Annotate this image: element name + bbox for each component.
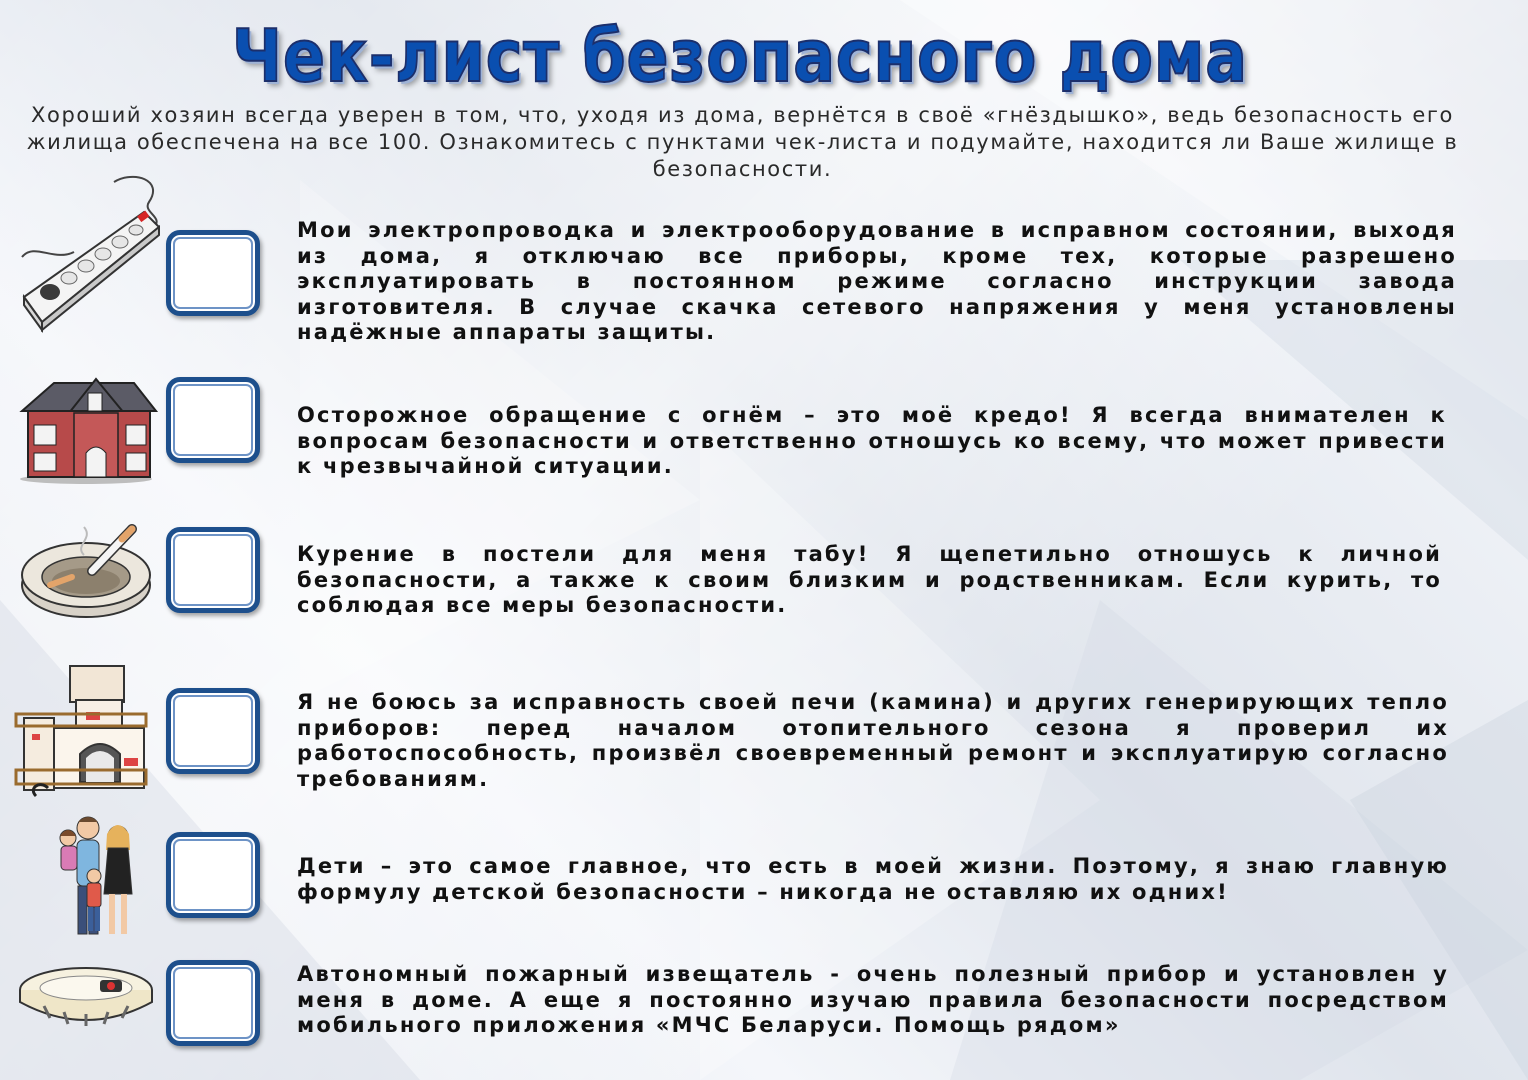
power-strip-icon bbox=[14, 172, 160, 342]
item-text-detector: Автономный пожарный извещатель - очень полезный прибор и установлен у меня в доме. А еще я постоянно изучаю правила безопасности посредством мобильного приложения «МЧС Беларуси. Помощь рядом» bbox=[297, 962, 1449, 1037]
page-title: Чек-лист безопасного дома bbox=[232, 14, 1248, 98]
item-text-stove: Я не боюсь за исправность своей печи (камина) и других генерирующих тепло приборов: перед началом отопительного сезона я проверил их работоспособность, произвёл своевременный ремонт и эксплуатирую согласно требованиям. bbox=[297, 690, 1449, 791]
ashtray-icon bbox=[14, 515, 160, 623]
intro-text: Хороший хозяин всегда уверен в том, что, уходя из дома, вернётся в своё «гнёздышко», ведь безопасность его жилища обеспечена на все 100. Ознакомитесь с пунктами чек-листа и подумайте, находится ли Ваше жилище в безопасности. bbox=[26, 103, 1459, 181]
checkbox-smoking[interactable] bbox=[166, 527, 260, 613]
item-text-smoking: Курение в постели для меня табу! Я щепетильно отношусь к личной безопасности, а также к своим близким и родственникам. Если курить, то соблюдая все меры безопасности. bbox=[297, 542, 1442, 617]
checkbox-detector[interactable] bbox=[166, 960, 260, 1046]
item-text-children: Дети – это самое главное, что есть в моей жизни. Поэтому, я знаю главную формулу детской безопасности – никогда не оставляю их одних! bbox=[297, 854, 1449, 904]
family-icon bbox=[14, 810, 160, 938]
stove-icon bbox=[14, 662, 160, 802]
house-icon bbox=[14, 373, 160, 485]
checkbox-stove[interactable] bbox=[166, 688, 260, 774]
checkbox-children[interactable] bbox=[166, 832, 260, 918]
checkbox-electric[interactable] bbox=[166, 230, 260, 316]
item-text-fire: Осторожное обращение с огнём – это моё кредо! Я всегда внимателен к вопросам безопасности и ответственно отношусь ко всему, что может привести к чрезвычайной ситуации. bbox=[297, 403, 1447, 478]
smoke-detector-icon bbox=[14, 960, 160, 1044]
item-text-electric: Мои электропроводка и электрооборудование в исправном состоянии, выходя из дома, я отключаю все приборы, кроме тех, которые разрешено эксплуатировать в постоянном режиме согласно инструкции завода изготовителя. В случае скачка сетевого напряжения у меня установлены надёжные аппараты защиты. bbox=[297, 218, 1457, 344]
checkbox-fire[interactable] bbox=[166, 377, 260, 463]
